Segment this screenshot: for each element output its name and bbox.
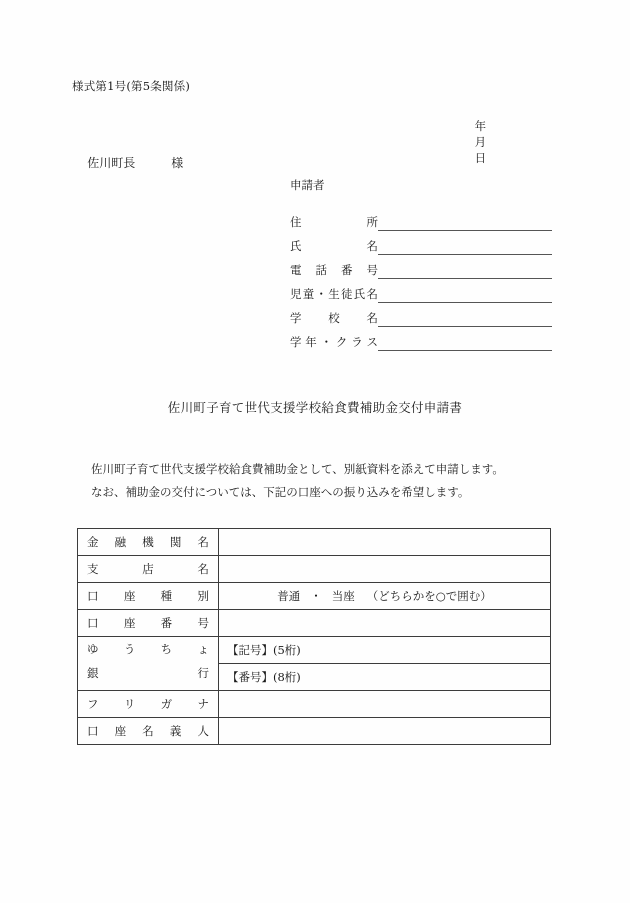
- row-label-branch: [78, 556, 219, 583]
- furigana-input[interactable]: [219, 691, 551, 718]
- addressee-name: 佐川町長: [87, 156, 136, 170]
- label-char: 名: [197, 535, 209, 549]
- account-number-input[interactable]: [219, 610, 551, 637]
- label-char: フ: [87, 697, 99, 711]
- field-label-name: [290, 237, 378, 255]
- table-row: [78, 637, 551, 664]
- table-row: [78, 718, 551, 745]
- label-char: 学: [290, 311, 302, 325]
- grade-class-input[interactable]: [378, 333, 552, 351]
- label-char: 童: [302, 287, 315, 301]
- label-char: 号: [197, 616, 209, 630]
- school-name-input[interactable]: [378, 309, 552, 327]
- option-separator: ・: [310, 589, 322, 603]
- field-label-school-name: [290, 309, 378, 327]
- field-label-student-name: [290, 285, 378, 303]
- label-char: 機: [142, 535, 154, 549]
- account-type-note: （どちらかを○で囲む）: [366, 589, 492, 603]
- label-char: 支: [87, 562, 99, 576]
- field-label-grade-class: [290, 333, 378, 351]
- body-text: [78, 458, 578, 504]
- student-name-input[interactable]: [378, 285, 552, 303]
- label-char: 生: [328, 287, 340, 301]
- field-row-school-name: [290, 303, 552, 327]
- label-char: 氏: [290, 239, 302, 253]
- field-row-address: [290, 207, 552, 231]
- label-char: 義: [169, 724, 182, 738]
- addressee: [72, 140, 183, 185]
- table-row: [78, 529, 551, 556]
- phone-input[interactable]: [378, 261, 552, 279]
- label-char: 話: [315, 263, 327, 277]
- label-char: 児: [290, 287, 302, 301]
- label-char: ク: [335, 335, 348, 349]
- label-char: 名: [142, 724, 154, 738]
- label-char: リ: [123, 697, 136, 711]
- table-row: [78, 556, 551, 583]
- label-char: 別: [197, 589, 209, 603]
- label-char: 徒: [341, 287, 353, 301]
- body-paragraph-1: 佐川町子育て世代支援学校給食費補助金として、別紙資料を添えて申請します。: [91, 462, 504, 476]
- field-label-address: [290, 213, 378, 231]
- row-label-furigana: [78, 691, 219, 718]
- label-char: 所: [366, 215, 378, 229]
- form-number: 様式第1号(第5条関係): [72, 79, 191, 93]
- branch-input[interactable]: [219, 556, 551, 583]
- label-char: 行: [197, 666, 209, 680]
- label-char: ガ: [160, 697, 173, 711]
- address-input[interactable]: [378, 213, 552, 231]
- label-char: 店: [142, 562, 154, 576]
- label-char: ラ: [351, 335, 363, 349]
- label-char: ゆ: [87, 642, 99, 656]
- body-paragraph-2: なお、補助金の交付については、下記の口座への振り込みを希望します。: [91, 485, 470, 499]
- label-char: 口: [87, 616, 99, 630]
- yucho-bangou-input[interactable]: 【番号】(8桁): [219, 664, 551, 691]
- applicant-heading: 申請者: [290, 178, 325, 192]
- row-label-yucho-bank: [78, 637, 219, 691]
- row-label-account-number: [78, 610, 219, 637]
- label-char: 融: [114, 535, 127, 549]
- yucho-kigou-input[interactable]: 【記号】(5桁): [219, 637, 551, 664]
- label-char: ナ: [197, 697, 209, 711]
- applicant-fields: [290, 207, 552, 351]
- label-char: 氏: [353, 287, 366, 301]
- field-label-phone: [290, 261, 378, 279]
- label-char: 座: [123, 589, 136, 603]
- label-char: 住: [290, 215, 302, 229]
- date-line: [460, 104, 513, 180]
- label-char: 名: [366, 239, 378, 253]
- label-char: 名: [197, 562, 209, 576]
- date-day-label: 日: [474, 151, 487, 165]
- label-char: 口: [87, 724, 99, 738]
- label-char: 座: [123, 616, 136, 630]
- label-char: 号: [366, 263, 378, 277]
- label-char: 番: [160, 616, 173, 630]
- label-char: 関: [169, 535, 182, 549]
- row-label-account-holder: [78, 718, 219, 745]
- label-char: 口: [87, 589, 99, 603]
- label-char: ・: [320, 335, 333, 349]
- account-type-choice: [219, 583, 551, 610]
- label-char: 電: [290, 263, 302, 277]
- label-char: 学: [290, 335, 302, 349]
- financial-institution-input[interactable]: [219, 529, 551, 556]
- addressee-honorific: 様: [171, 156, 184, 170]
- field-row-student-name: [290, 279, 552, 303]
- label-char: 番: [341, 263, 353, 277]
- label-char: 座: [114, 724, 127, 738]
- label-char: 銀: [87, 666, 99, 680]
- account-type-option-touza[interactable]: 当座: [331, 589, 355, 603]
- page-title: 佐川町子育て世代支援学校給食費補助金交付申請書: [167, 400, 463, 415]
- label-char: 種: [160, 589, 173, 603]
- table-row: [78, 691, 551, 718]
- label-char: 名: [366, 287, 378, 301]
- label-char: 名: [366, 311, 378, 325]
- label-char: 金: [87, 535, 99, 549]
- table-row: [78, 583, 551, 610]
- name-input[interactable]: [378, 237, 552, 255]
- label-char: ょ: [197, 642, 209, 656]
- field-row-name: [290, 231, 552, 255]
- label-char: 校: [328, 311, 340, 325]
- field-row-grade-class: [290, 327, 552, 351]
- label-char: ・: [315, 287, 327, 301]
- field-row-phone: [290, 255, 552, 279]
- row-label-financial-institution: [78, 529, 219, 556]
- label-char: ス: [366, 335, 378, 349]
- account-holder-input[interactable]: [219, 718, 551, 745]
- account-type-option-futsuu[interactable]: 普通: [277, 589, 301, 603]
- date-year-label: 年: [474, 119, 487, 133]
- row-label-account-type: [78, 583, 219, 610]
- label-char: う: [123, 642, 136, 656]
- label-char: 年: [305, 335, 317, 349]
- label-char: ち: [160, 642, 173, 656]
- date-month-label: 月: [474, 135, 487, 149]
- bank-account-table: [77, 528, 551, 745]
- table-row: [78, 610, 551, 637]
- label-char: 人: [197, 724, 209, 738]
